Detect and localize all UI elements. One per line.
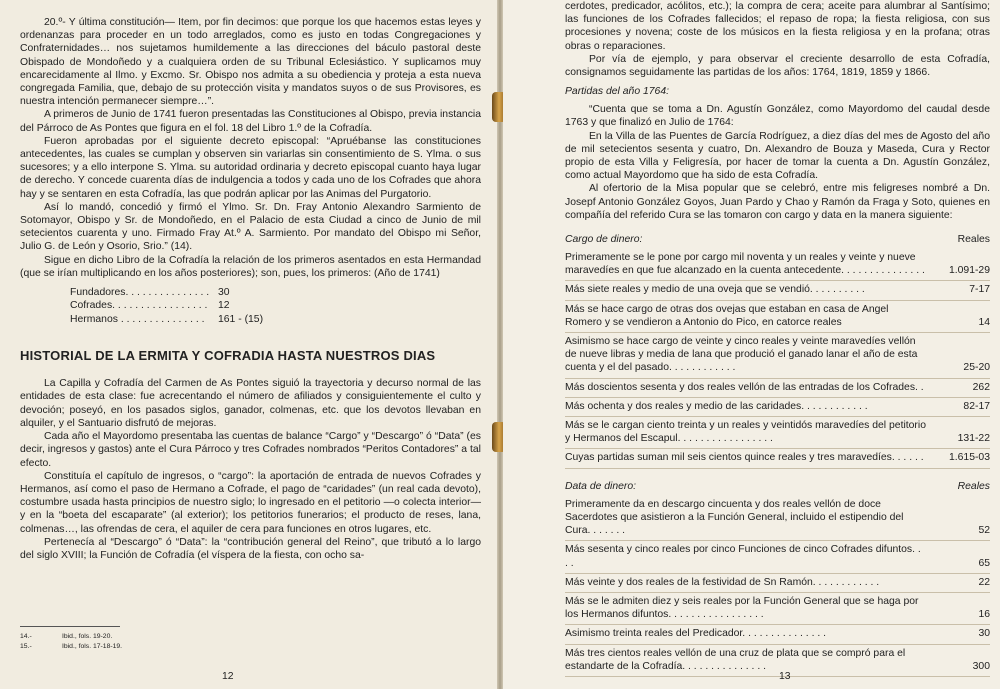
ledger-entry bbox=[565, 541, 990, 573]
footnote bbox=[20, 632, 122, 642]
entry-text: Primeramente se le pone por cargo mil noventa y un reales y veinte y nueve maravedíes en que fue alcanzado en la cuenta antecedente. . . . . . . . . . . . . . . bbox=[565, 252, 925, 277]
founders-label: Fundadores. . . . . . . . . . . . . . . bbox=[70, 287, 210, 299]
paragraph: Fueron aprobadas por el siguiente decreto episcopal: “Apruébanse las constituciones antecedentes, las cuales se cumplan y observen sin variarlas sin consentimiento de S. Ylma. o sus sucesores; y a ello interpone S. Ylma. su autoridad ordinaria y decreto episcopal cuanto haya lugar de derecho. Y concede cuarenta días de indulgencia a todos y cada uno de los Cofrades que ahora hay y se sentaren en esta Cofradía, las que podrán aplicar por las Animas del Purgatorio. bbox=[20, 135, 481, 200]
entry-amount: 82-17 bbox=[963, 400, 990, 412]
left-page bbox=[0, 0, 497, 689]
paragraph: Por vía de ejemplo, y para observar el creciente desarrollo de esta Cofradía, consignamos seguidamente las partidas de los años: 1764, 1819, 1859 y 1866. bbox=[565, 53, 990, 79]
page-number: 13 bbox=[779, 671, 791, 682]
entry-amount: 300 bbox=[972, 660, 990, 672]
ledger-entry bbox=[565, 496, 990, 542]
entry-text: Cuyas partidas suman mil seis cientos quince reales y tres maravedíes. . . . . . bbox=[565, 452, 924, 464]
ledger-entry bbox=[565, 379, 990, 398]
paragraph: En la Villa de las Puentes de García Rodríguez, a diez días del mes de Agosto del año de mil setecientos sesenta y cuatro, Dn. Alexandro de Bouza y Maseda, Cura y Rector propio de esta Villa y Feligresía, por hacer de tomar la cuenta a Dn. Agustín González, como actual Mayordomo que ha sido de esta Cofradía. bbox=[565, 130, 990, 182]
entry-text: Más se le admiten diez y seis reales por la Función General que se haga por los Hermanos difuntos. . . . . . . . . . . . . . . . . bbox=[565, 595, 919, 621]
data-unit: Reales bbox=[957, 480, 990, 492]
data-ledger bbox=[565, 496, 990, 677]
founders-value: 161 - (15) bbox=[218, 313, 264, 325]
paragraph: Sigue en dicho Libro de la Cofradía la relación de los primeros asentados en esta Hermandad (que se irían multiplicando en los años posteriores); son, pues, los primeros: (Año de 1741) bbox=[20, 254, 481, 279]
entry-text: Más se hace cargo de otras dos ovejas que estaban en casa de Angel Romero y se vendieron a Antonio do Pico, en catorce reales bbox=[565, 303, 889, 328]
entry-amount: 25-20 bbox=[963, 362, 990, 374]
founders-list bbox=[70, 286, 481, 326]
founders-row bbox=[70, 313, 481, 326]
ledger-entry bbox=[565, 281, 990, 300]
entry-text: Asimismo se hace cargo de veinte y cinco reales y veinte maravedíes vellón de nueve libras y media de lana que produció el ganado lanar el año de esta cuenta y el del pasado. . . . . . . . . . . . bbox=[565, 336, 918, 374]
right-page bbox=[503, 0, 1000, 689]
constitution-paragraph: 20.º- Y última constitución— Item, por fin decimos: que porque los que hacemos estas leyes y ordenanzas para proceder en un todo arreglados, como es justo en todas Congregaciones y Confraternidades… nos sujetamos humildemente a las direcciones del báculo pastoral deste Obispado de Mondoñedo y a cualquiera orden de su Tribunal Eclesiástico. Y suplicamos muy encarecidamente al Ilmo. y Excmo. Sr. Obispo nos admita a su obediencia y proteja a esta nueva congregada Familia, que, debajo de su protección visita y mandatos suyos o de sus Provisores, es nuestra intención permanecer siempre…”. bbox=[20, 17, 481, 108]
entry-text: Más se le cargan ciento treinta y un reales y veintidós maravedíes del petitorio y Hermanos del Escapul. . . . . . . . . . . . . . . . . bbox=[565, 420, 926, 445]
continued-paragraph: cerdotes, predicador, acólitos, etc.); la compra de cera; aceite para alumbrar al Santísimo; las funciones de los Cofrades fallecidos; el repaso de ropa; la fiesta religiosa, con sus procesiones y novena; coste de los músicos en la fiesta religiosa y en la profana; otras obras o reparaciones. bbox=[565, 1, 990, 52]
entry-amount: 1.091-29 bbox=[948, 265, 990, 277]
footnotes bbox=[20, 632, 122, 652]
founders-label: Hermanos . . . . . . . . . . . . . . . bbox=[70, 313, 205, 325]
footnote bbox=[20, 642, 122, 652]
history-paragraph: Cada año el Mayordomo presentaba las cuentas de balance “Cargo” y “Descargo” ó “Data” (es decir, ingresos y gastos) ante el Cura Párroco y tres Cofrades nombrados “Peritos Contadores” a tal efecto. bbox=[20, 431, 481, 469]
paragraph: Así lo mandó, concedió y firmó el Ylmo. Sr. Dn. Fray Antonio Alexandro Sarmiento de Sotomayor, Obispo y Sr. de Mondoñedo, en el Palacio de esta Ciudad a cinco de Junio de mil setecientos cuarenta y uno. Firmado Fray At.º A. Sarmiento. Por mandato del Obispo mi Señor, Julio G. de León y Osorio, Srio.” (14). bbox=[20, 201, 481, 253]
ledger-entry bbox=[565, 593, 990, 625]
entry-amount: 1.615-03 bbox=[948, 452, 990, 464]
entry-amount: 65 bbox=[978, 557, 990, 569]
data-title: Data de dinero: bbox=[565, 480, 637, 492]
footnote-number: 15.- bbox=[20, 643, 32, 650]
entry-amount: 262 bbox=[972, 381, 990, 393]
entry-text: Más doscientos sesenta y dos reales vellón de las entradas de los Cofrades. . bbox=[565, 381, 924, 393]
entry-amount: 14 bbox=[978, 316, 990, 328]
ledger-entry bbox=[565, 333, 990, 379]
entry-amount: 22 bbox=[978, 576, 990, 588]
entry-amount: 52 bbox=[978, 525, 990, 537]
history-paragraph: Constituía el capítulo de ingresos, o “cargo”: la aportación de entrada de nuevos Cofrades y Hermanos, así como el paso de Hermano a Cofrade, el pago de “caridades” (un real cada devoto), costumbre usada hasta principios de nuestro siglo; lo ingresado en el petitorio —o colecta interior— y en la “boeta del escaparate” (al exterior); los petitorios funerarios; el producto de reses, lana, colmenas…, las ofrendas de cera, el aquiler de cera para funciones en otros lugares, etc. bbox=[20, 470, 481, 535]
entry-text: Primeramente da en descargo cincuenta y dos reales vellón de doce Sacerdotes que asistieron a la Función General, incluido el estipendio del Cura. . . . . . . bbox=[565, 498, 904, 537]
paragraph: A primeros de Junio de 1741 fueron presentadas las Constituciones al Obispo, previa instancia del Párroco de As Pontes que figura en el fol. 18 del Libro 1.º de la Cofradía. bbox=[20, 109, 481, 134]
ledger-entry bbox=[565, 625, 990, 644]
entry-text: Más sesenta y cinco reales por cinco Funciones de cinco Cofrades difuntos. . . . bbox=[565, 544, 921, 569]
entry-amount: 131-22 bbox=[957, 433, 990, 445]
section-heading: HISTORIAL DE LA ERMITA Y COFRADIA HASTA NUESTROS DIAS bbox=[20, 348, 436, 364]
entry-amount: 7-17 bbox=[969, 284, 990, 296]
founders-row bbox=[70, 299, 481, 312]
entry-amount: 30 bbox=[978, 628, 990, 640]
cargo-header bbox=[565, 234, 990, 245]
ledger-entry bbox=[565, 249, 990, 281]
footnote-text: Ibid., fols. 17-18-19. bbox=[62, 643, 123, 650]
section-title: Partidas del año 1764: bbox=[565, 86, 669, 98]
entry-text: Más ochenta y dos reales y medio de las caridades. . . . . . . . . . . . bbox=[565, 400, 868, 412]
paragraph: “Cuenta que se toma a Dn. Agustín González, como Mayordomo del caudal desde 1763 y que finalizó en Julio de 1764: bbox=[565, 104, 990, 129]
ledger-total bbox=[565, 449, 990, 468]
history-paragraph: La Capilla y Cofradía del Carmen de As Pontes siguió la trayectoria y decurso normal de las entidades de esta clase: fue acrecentando el número de afiliados y consiguientemente el culto y devoción; poseyó, en los pasados siglos, ganador, colmenas, etc. que los devotos llevaban en alquiler, y el Santuario disfrutó de mejoras. bbox=[20, 378, 481, 429]
entry-text: Más veinte y dos reales de la festividad de Sn Ramón. . . . . . . . . . . . bbox=[565, 576, 880, 588]
history-paragraph: Pertenecía al “Descargo” ó “Data”: la “contribución general del Reino”, que tributó a lo largo del siglo XVIII; la Función de Cofradía (el víspera de la fiesta, con ocho sa- bbox=[20, 536, 481, 561]
footnote-number: 14.- bbox=[20, 633, 32, 640]
ledger-entry bbox=[565, 301, 990, 333]
ledger-entry bbox=[565, 417, 990, 449]
ledger-entry bbox=[565, 574, 990, 593]
entry-text: Más siete reales y medio de una oveja que se vendió. . . . . . . . . . bbox=[565, 284, 865, 296]
cargo-ledger bbox=[565, 249, 990, 469]
ledger-entry bbox=[565, 645, 990, 677]
data-header bbox=[565, 481, 990, 492]
paragraph: Al ofertorio de la Misa popular que se celebró, entre mis feligreses nombré a Dn. Josepf Antonio González Goyos, Juan Pardo y Chao y Ramón da Fraga y Soto, quienes en compañía del referido Cura se las tomaron con cargo y data en la manera siguiente: bbox=[565, 183, 990, 221]
footnote-divider bbox=[20, 626, 120, 627]
ledger-entry bbox=[565, 398, 990, 417]
entry-text: Asimismo treinta reales del Predicador. . . . . . . . . . . . . . . bbox=[565, 628, 827, 640]
founders-value: 12 bbox=[218, 300, 230, 312]
entry-text: Más tres cientos reales vellón de una cruz de plata que se compró para el estandarte de la Cofradía. . . . . . . . . . . . . . . bbox=[565, 647, 906, 672]
entry-amount: 16 bbox=[978, 609, 990, 621]
founders-row bbox=[70, 286, 481, 299]
footnote-text: Ibid., fols. 19-20. bbox=[62, 633, 113, 640]
page-number: 12 bbox=[222, 671, 234, 682]
founders-label: Cofrades. . . . . . . . . . . . . . . . . bbox=[70, 300, 208, 312]
founders-value: 30 bbox=[218, 287, 230, 299]
cargo-title: Cargo de dinero: bbox=[565, 234, 643, 246]
cargo-unit: Reales bbox=[957, 234, 990, 246]
